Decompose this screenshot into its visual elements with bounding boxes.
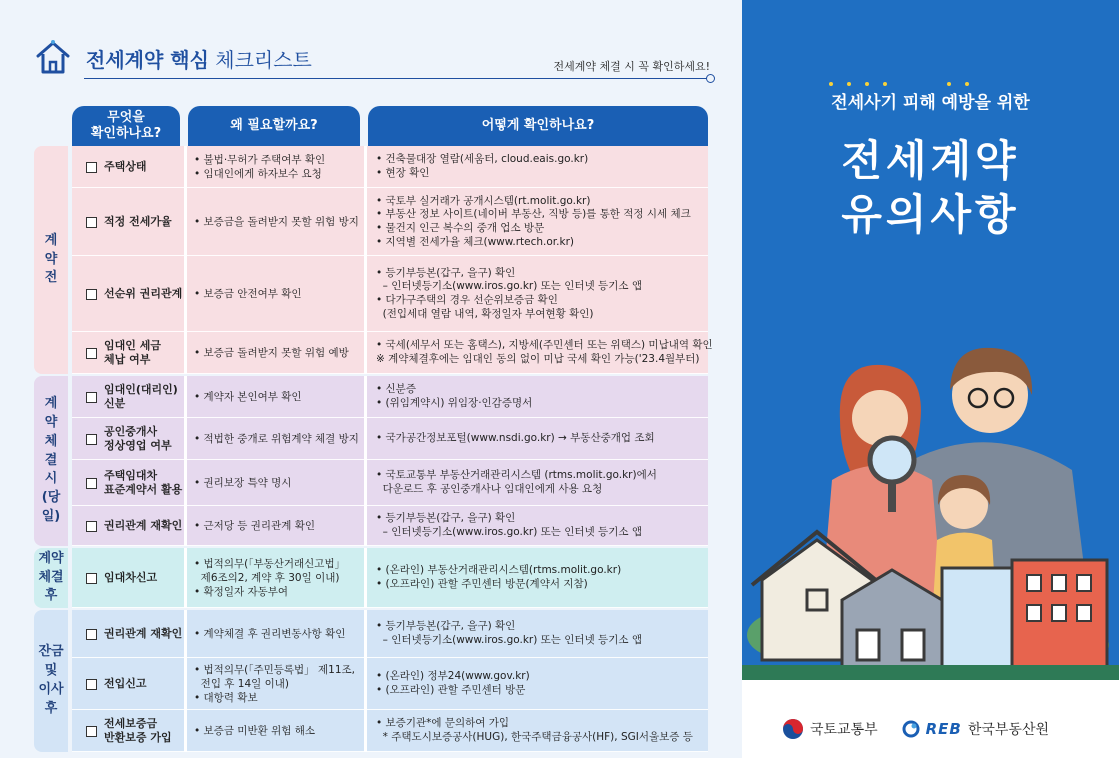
checkbox[interactable] <box>86 348 97 359</box>
column-divider <box>184 146 187 188</box>
why-line: • 불법·무허가 주택여부 확인 <box>194 153 326 166</box>
how-line: ※ 계약체결후에는 임대인 동의 없이 미납 국세 확인 가능('23.4월부터) <box>376 353 700 365</box>
checkbox[interactable] <box>86 392 97 403</box>
why-line: • 확정일자 자동부여 <box>194 586 289 599</box>
row-divider <box>72 545 708 546</box>
section-label: 계약 체결 후 <box>34 548 68 608</box>
column-divider <box>364 658 367 710</box>
checklist-item[interactable] <box>72 256 184 332</box>
why-line: • 근저당 등 권리관계 확인 <box>194 519 315 532</box>
checklist-item[interactable] <box>72 710 184 752</box>
how-line: • 국토교통부 부동산거래관리시스템 (rtms.molit.go.kr)에서 <box>376 469 657 482</box>
how-cell <box>368 376 708 418</box>
checklist-item[interactable] <box>72 506 184 546</box>
how-cell <box>368 418 708 460</box>
column-divider <box>364 188 367 256</box>
column-header-what: 무엇을 확인하나요? <box>72 106 180 146</box>
section-label: 계 약 전 <box>34 146 68 374</box>
reb-logo: REB 한국부동산원 <box>902 719 1049 739</box>
item-name: 주택상태 <box>104 160 147 174</box>
table-row <box>72 376 708 418</box>
why-line: • 임대인에게 하자보수 요청 <box>194 168 322 180</box>
how-line: – 인터넷등기소(www.iros.go.kr) 또는 인터넷 등기소 앱 <box>376 634 642 646</box>
how-line: • 등기부등본(갑구, 을구) 확인 <box>376 620 516 633</box>
column-divider <box>364 460 367 506</box>
why-cell <box>188 710 368 752</box>
row-divider <box>72 751 708 752</box>
how-cell <box>368 188 708 256</box>
column-header-why: 왜 필요할까요? <box>188 106 360 146</box>
how-line: (전입세대 열람 내역, 확정일자 부여현황 확인) <box>376 307 594 320</box>
column-divider <box>184 332 187 374</box>
column-divider <box>184 460 187 506</box>
why-cell <box>188 460 368 506</box>
checklist-item[interactable] <box>72 610 184 658</box>
column-divider <box>364 146 367 188</box>
column-divider <box>364 332 367 374</box>
item-name: 전세보증금 반환보증 가입 <box>104 717 172 744</box>
how-line: • 등기부등본(갑구, 을구) 확인 <box>376 266 516 279</box>
checkbox[interactable] <box>86 629 97 640</box>
how-line: • 다가구주택의 경우 선순위보증금 확인 <box>376 294 558 306</box>
why-cell <box>188 188 368 256</box>
checkbox[interactable] <box>86 521 97 532</box>
how-line: • 국세(세무서 또는 홈택스), 지방세(주민센터 또는 위택스) 미납내역 확인 <box>376 339 713 352</box>
how-line: • 건축물대장 열람(세움터, cloud.eais.go.kr) <box>376 153 589 166</box>
checklist-item[interactable] <box>72 548 184 608</box>
why-line: • 적법한 중개로 위험계약 체결 방지 <box>194 432 359 445</box>
column-divider <box>364 710 367 752</box>
how-line: – 인터넷등기소(www.iros.go.kr) 또는 인터넷 등기소 앱 <box>376 280 642 293</box>
why-line: • 권리보장 특약 명시 <box>194 476 292 489</box>
checkbox[interactable] <box>86 573 97 584</box>
checklist-item[interactable] <box>72 146 184 188</box>
how-line: • 국가공간정보포털(www.nsdi.go.kr) → 부동산중개업 조회 <box>376 432 655 445</box>
how-line: • 부동산 정보 사이트(네이버 부동산, 직방 등)를 통한 적정 시세 체크 <box>376 208 691 221</box>
checkbox[interactable] <box>86 679 97 690</box>
table-row <box>72 332 713 374</box>
header-divider-dot <box>706 74 715 83</box>
why-line: • 계약체결 후 권리변동사항 확인 <box>194 627 346 640</box>
column-divider <box>364 418 367 460</box>
checklist-item[interactable] <box>72 376 184 418</box>
why-line: • 보증금 안전여부 확인 <box>194 287 302 300</box>
how-cell <box>368 610 708 658</box>
column-divider <box>364 256 367 332</box>
molit-emblem-icon <box>782 718 804 740</box>
item-name: 선순위 권리관계 <box>104 287 183 301</box>
item-name: 권리관계 재확인 <box>104 627 183 641</box>
table-row <box>72 146 708 188</box>
column-divider <box>184 256 187 332</box>
column-divider <box>184 418 187 460</box>
how-cell <box>368 460 708 506</box>
how-line: – 인터넷등기소(www.iros.go.kr) 또는 인터넷 등기소 앱 <box>376 526 642 538</box>
how-line: 다운로드 후 공인중개사나 임대인에게 사용 요청 <box>376 483 603 495</box>
table-row <box>72 548 708 608</box>
item-name: 주택임대차 표준계약서 활용 <box>104 469 183 496</box>
why-line: • 법적의무(「주민등록법」 제11조, <box>194 663 355 676</box>
table-row <box>72 610 708 658</box>
table-row <box>72 710 708 752</box>
column-divider <box>184 710 187 752</box>
molit-logo: 국토교통부 <box>782 718 878 740</box>
why-cell <box>188 506 368 546</box>
how-cell <box>368 332 713 374</box>
header-divider <box>84 78 710 79</box>
how-line: • (온라인) 부동산거래관리시스템(rtms.molit.go.kr) <box>376 564 622 577</box>
checkbox[interactable] <box>86 434 97 445</box>
cover-panel <box>742 0 1119 758</box>
column-divider <box>184 506 187 546</box>
item-name: 임대인 세금 체납 여부 <box>104 339 161 366</box>
column-divider <box>364 610 367 658</box>
how-line: • 물건지 인근 복수의 중개 업소 방문 <box>376 222 545 234</box>
how-cell <box>368 658 708 710</box>
column-divider <box>184 610 187 658</box>
row-divider <box>72 607 708 608</box>
column-divider <box>364 548 367 608</box>
footer-logos <box>782 718 1049 740</box>
cover-blue-background <box>742 0 1119 680</box>
how-cell <box>368 548 708 608</box>
why-cell <box>188 418 368 460</box>
how-line: • (온라인) 정부24(www.gov.kr) <box>376 670 530 683</box>
column-divider <box>184 658 187 710</box>
how-line: • 신분증 <box>376 383 416 396</box>
table-row <box>72 418 708 460</box>
table-row <box>72 256 708 332</box>
why-cell <box>188 610 368 658</box>
how-line: • 보증기관*에 문의하여 가입 <box>376 717 510 730</box>
row-divider <box>72 373 708 374</box>
how-line: • 등기부등본(갑구, 을구) 확인 <box>376 512 516 525</box>
checklist-item[interactable] <box>72 460 184 506</box>
item-name: 임대차신고 <box>104 571 158 585</box>
checklist-item[interactable] <box>72 658 184 710</box>
how-line: • (위임계약시) 위임장·인감증명서 <box>376 397 533 409</box>
how-line: • 지역별 전세가율 체크(www.rtech.or.kr) <box>376 235 574 248</box>
why-line: • 대항력 확보 <box>194 692 258 705</box>
table-row <box>72 658 708 710</box>
table-row <box>72 188 708 256</box>
how-cell <box>368 710 708 752</box>
section-label: 잔금 및 이사 후 <box>34 610 68 752</box>
why-line: • 계약자 본인여부 확인 <box>194 390 302 403</box>
checklist-item[interactable] <box>72 332 184 374</box>
page-title: 전세계약 핵심 체크리스트 <box>86 48 312 72</box>
column-divider <box>184 188 187 256</box>
why-cell <box>188 146 368 188</box>
why-line: 제6조의2, 계약 후 30일 이내) <box>194 571 340 584</box>
why-cell <box>188 548 368 608</box>
how-line: • (오프라인) 관할 주민센터 방문(계약서 지참) <box>376 578 588 590</box>
why-line: • 보증금 미반환 위험 해소 <box>194 724 315 737</box>
checkbox[interactable] <box>86 217 97 228</box>
checkbox[interactable] <box>86 162 97 173</box>
column-divider <box>184 376 187 418</box>
why-line: • 법적의무(「부동산거래신고법」 <box>194 557 346 570</box>
how-cell <box>368 506 708 546</box>
why-cell <box>188 658 368 710</box>
why-cell <box>188 256 368 332</box>
cover-title-line1: 전세계약 <box>841 136 1020 185</box>
checklist-item[interactable] <box>72 418 184 460</box>
how-line: * 주택도시보증공사(HUG), 한국주택금융공사(HF), SGI서울보증 등 <box>376 731 693 743</box>
column-divider <box>184 548 187 608</box>
checkbox[interactable] <box>86 289 97 300</box>
item-name: 임대인(대리인) 신분 <box>104 383 178 410</box>
table-row <box>72 460 708 506</box>
why-line: • 보증금 돌려받지 못할 위험 예방 <box>194 346 349 359</box>
how-line: • 현장 확인 <box>376 167 430 179</box>
item-name: 적정 전세가율 <box>104 215 172 229</box>
how-cell <box>368 256 708 332</box>
house-icon <box>34 38 72 76</box>
reb-emblem-icon <box>902 720 920 738</box>
table-row <box>72 506 708 546</box>
column-divider <box>364 376 367 418</box>
how-line: • 국토부 실거래가 공개시스템(rt.molit.go.kr) <box>376 194 591 207</box>
checkbox[interactable] <box>86 726 97 737</box>
how-cell <box>368 146 708 188</box>
why-cell <box>188 376 368 418</box>
why-line: 전입 후 14일 이내) <box>194 677 290 690</box>
checklist-item[interactable] <box>72 188 184 256</box>
section-label: 계 약 체 결 시 (당 일) <box>34 376 68 546</box>
item-name: 권리관계 재확인 <box>104 519 183 533</box>
item-name: 공인중개사 정상영업 여부 <box>104 425 172 452</box>
cover-title-line2: 유의사항 <box>841 190 1020 239</box>
how-line: • (오프라인) 관할 주민센터 방문 <box>376 684 526 696</box>
cover-subtitle: 전세사기 피해 예방을 위한 <box>831 93 1030 113</box>
family-house-illustration <box>742 300 1119 680</box>
why-line: • 보증금을 돌려받지 못할 위험 방지 <box>194 215 359 228</box>
column-divider <box>364 506 367 546</box>
column-header-how: 어떻게 확인하나요? <box>368 106 708 146</box>
checkbox[interactable] <box>86 478 97 489</box>
why-cell <box>188 332 368 374</box>
item-name: 전입신고 <box>104 677 147 691</box>
page-subtitle: 전세계약 체결 시 꼭 확인하세요! <box>553 60 710 73</box>
